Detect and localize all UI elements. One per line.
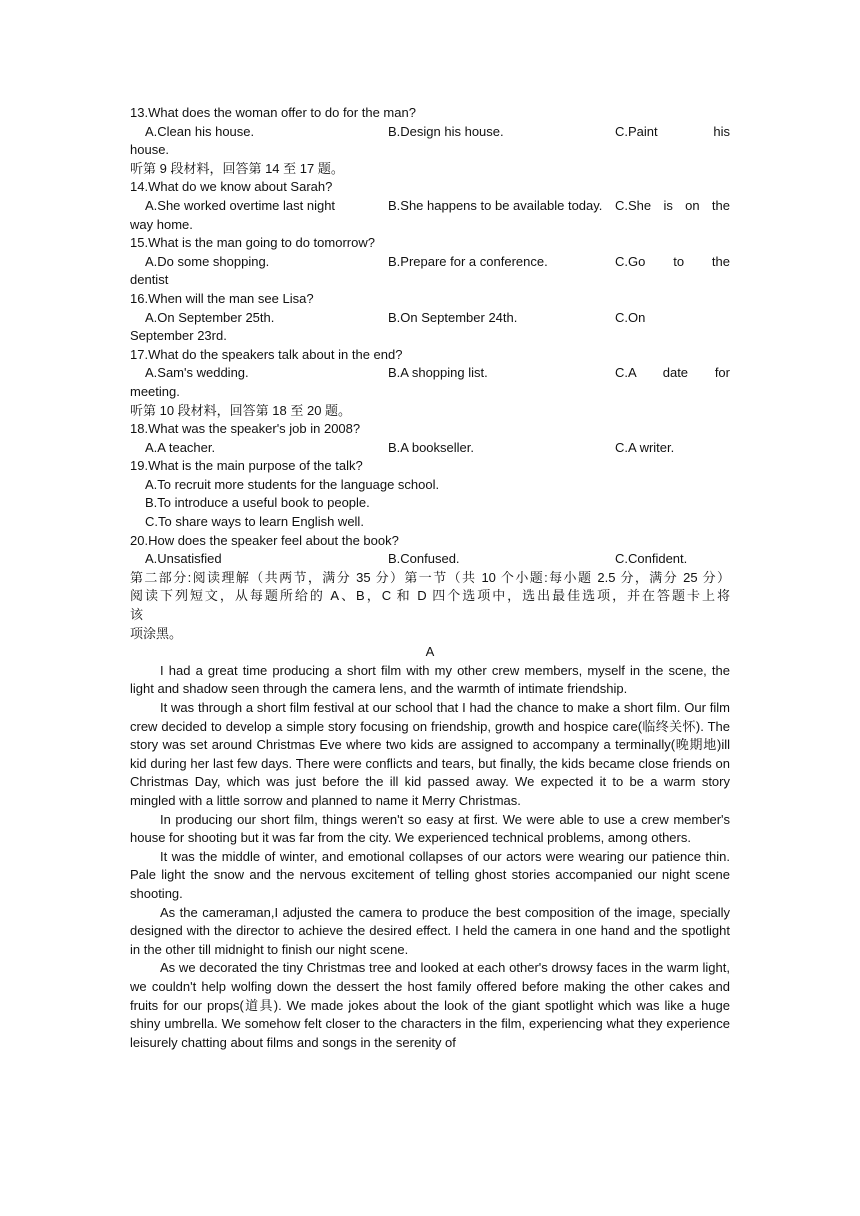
- listening-instruction: 听第 9 段材料，回答第 14 至 17 题。: [130, 160, 344, 176]
- answer-option: C.She is on the: [615, 197, 730, 213]
- section2-instruction-line: 该: [130, 607, 144, 623]
- answer-option: A.A teacher.: [145, 439, 216, 455]
- answer-option: B.Confused.: [388, 551, 460, 567]
- passage-paragraph: It was through a short film festival at our school that I had the chance to make a short film. Our film crew decided to develop a simple story focusing on friendship, growth and hospice care(临终关怀). The story was set around Christmas Eve where two kids are assigned to accompany a terminally(晚期地)ill kid during her last few days. There were conflicts and tears, but finally, the kids became close friends on Christmas Day, which was just before the ill kid passed away. We expected it to be a warm story mingled with a little sorrow and planned to name it Merry Christmas.: [130, 700, 730, 808]
- answer-option: C.Paint his: [615, 123, 730, 139]
- answer-option-continuation: house.: [130, 142, 170, 158]
- answer-options-row: [130, 197, 730, 216]
- answer-option: C.Go to the: [615, 253, 730, 269]
- question-stem: 13.What does the woman offer to do for the man?: [130, 105, 416, 120]
- answer-option: B.A bookseller.: [388, 439, 474, 455]
- question-stem: 19.What is the main purpose of the talk?: [130, 458, 363, 474]
- question-stem: 18.What was the speaker's job in 2008?: [130, 421, 361, 437]
- answer-option-continuation: meeting.: [130, 383, 180, 399]
- listening-instruction: 听第 10 段材料，回答第 18 至 20 题。: [130, 402, 352, 418]
- exam-page: [130, 104, 730, 1052]
- answer-options-row: [130, 309, 730, 328]
- answer-option-continuation: dentist: [130, 272, 169, 288]
- answer-option: A.Unsatisfied: [145, 551, 222, 567]
- question-stem: 20.How does the speaker feel about the book?: [130, 532, 399, 548]
- section2-heading: 第二部分:阅读理解（共两节，满分 35 分）第一节（共 10 个小题:每小题 2.5 分，满分 25 分）: [130, 569, 730, 585]
- answer-option: C.Confident.: [615, 551, 688, 567]
- answer-option: A.Sam's wedding.: [145, 365, 249, 381]
- answer-option: A.Do some shopping.: [145, 253, 270, 269]
- passage-a: [130, 643, 730, 1052]
- question-stem: 16.When will the man see Lisa?: [130, 290, 314, 306]
- section2-instruction-line: 项涂黑。: [130, 625, 183, 641]
- answer-option: C.A date for: [615, 365, 730, 381]
- listening-section: [130, 104, 730, 569]
- answer-option: C.To share ways to learn English well.: [145, 514, 364, 530]
- question-stem: 14.What do we know about Sarah?: [130, 179, 333, 195]
- answer-option: A.She worked overtime last night: [145, 197, 336, 213]
- passage-paragraph: I had a great time producing a short film with my other crew members, myself in the scene, the light and shadow seen through the camera lens, and the warmth of intimate friendship.: [130, 662, 730, 697]
- answer-option: A.Clean his house.: [145, 123, 255, 139]
- passage-paragraph: As we decorated the tiny Christmas tree and looked at each other's drowsy faces in the warm light, we couldn't help wolfing down the dessert the host family offered before making the other cakes and fruits for our props(道具). We made jokes about the look of the giant spotlight which was like a huge shiny umbrella. We somehow felt closer to the characters in the film, experiencing what they experience leisurely chatting about films and songs in the serenity of: [130, 960, 730, 1050]
- passage-label: A: [425, 644, 435, 660]
- answer-options-row: [130, 550, 730, 569]
- answer-options-row: [130, 364, 730, 383]
- answer-option: A.To recruit more students for the language school.: [145, 476, 440, 492]
- answer-option: B.To introduce a useful book to people.: [145, 495, 370, 511]
- answer-option: B.On September 24th.: [388, 309, 518, 325]
- section2-instructions: [130, 569, 730, 643]
- answer-options-row: [130, 253, 730, 272]
- question-stem: 15.What is the man going to do tomorrow?: [130, 235, 375, 251]
- answer-option: B.A shopping list.: [388, 365, 488, 381]
- passage-paragraph: It was the middle of winter, and emotional collapses of our actors were wearing our patience thin. Pale light the snow and the nervous excitement of telling ghost stories accompanied our night scene shooting.: [130, 848, 730, 901]
- answer-option-continuation: way home.: [130, 216, 193, 232]
- answer-option-continuation: September 23rd.: [130, 328, 227, 344]
- question-stem: 17.What do the speakers talk about in the end?: [130, 346, 403, 362]
- answer-option: C.A writer.: [615, 439, 675, 455]
- answer-option: B.Prepare for a conference.: [388, 253, 548, 269]
- section2-instruction-line: 阅读下列短文，从每题所给的 A、B，C 和 D 四个选项中，选出最佳选项，并在答题卡上将: [130, 588, 730, 604]
- answer-option: B.She happens to be available today.: [388, 197, 603, 213]
- passage-paragraph: As the cameraman,I adjusted the camera to produce the best composition of the image, specially designed with the director to achieve the desired effect. I held the camera in one hand and the spotlight in the other till midnight to finish our night scene.: [130, 904, 730, 957]
- passage-paragraph: In producing our short film, things weren't so easy at first. We were able to use a crew member's house for shooting but it was far from the city. We experienced technical problems, among others.: [130, 811, 730, 846]
- answer-options-row: [130, 123, 730, 142]
- answer-option: A.On September 25th.: [145, 309, 275, 325]
- answer-option: B.Design his house.: [388, 123, 504, 139]
- answer-option: C.On: [615, 309, 646, 325]
- answer-options-row: [130, 439, 730, 458]
